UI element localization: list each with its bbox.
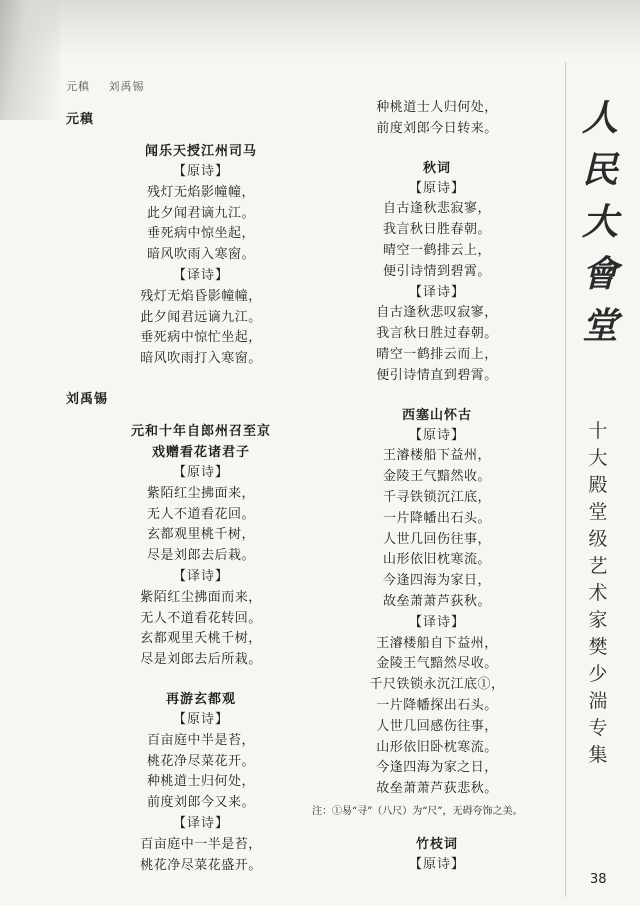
subtitle-char: 少 <box>588 663 608 685</box>
poem-line: 山形依旧枕寒流。 <box>382 552 491 568</box>
poem-line: 故垒萧萧芦荻悲秋。 <box>376 781 498 797</box>
poem-line: 尽是刘郎去后栽。 <box>146 548 255 564</box>
translation-tag: 【译诗】 <box>172 267 229 283</box>
translation-tag: 【译诗】 <box>172 815 229 831</box>
poem-title: 闻乐天授江州司马 <box>144 144 257 159</box>
calligraphy-char: 民 <box>581 149 618 191</box>
subtitle-char: 十 <box>588 420 608 442</box>
poem-line: 此夕闻君远谪九江。 <box>140 309 262 325</box>
translation-tag: 【译诗】 <box>408 284 465 300</box>
calligraphy-char: 大 <box>581 201 618 243</box>
original-tag: 【原诗】 <box>172 711 229 727</box>
poem-title-line-2: 戏赠看花诸君子 <box>151 444 250 460</box>
author-heading: 刘禹锡 <box>66 391 109 407</box>
poem-line: 暗风吹雨入寒窗。 <box>146 247 255 263</box>
poem-line: 一片降幡探出石头。 <box>376 697 498 713</box>
original-tag: 【原诗】 <box>408 180 465 196</box>
subtitle-char: 湍 <box>588 690 608 712</box>
poem-line: 垂死病中惊忙坐起， <box>140 330 262 346</box>
poem-line: 百亩庭中一半是苔， <box>140 836 262 852</box>
poem-line: 紫陌红尘拂面来， <box>146 485 255 501</box>
poem-line: 桃花净尽菜花盛开。 <box>140 857 262 873</box>
poem-line: 暗风吹雨打入寒窗。 <box>140 351 262 367</box>
subtitle-char: 堂 <box>588 501 608 523</box>
poem-line: 金陵王气黯然尽收。 <box>376 656 498 672</box>
poem-line: 自古逢秋悲寂寥， <box>382 201 491 217</box>
running-head <box>66 78 159 94</box>
original-tag: 【原诗】 <box>172 464 229 480</box>
calligraphy-char: 會 <box>581 253 618 295</box>
subtitle-char: 殿 <box>588 474 608 496</box>
poem-title: 西塞山怀古 <box>401 407 472 423</box>
subtitle-char: 大 <box>588 447 608 469</box>
poem-line: 玄都观里夭桃千树， <box>140 631 262 647</box>
poem-line: 金陵王气黯然收。 <box>382 469 491 485</box>
poem-line: 残灯无焰昏影幢幢， <box>140 288 262 304</box>
translation-tag: 【译诗】 <box>172 568 229 584</box>
poem-line: 前度刘郎今又来。 <box>146 795 255 811</box>
poem-line: 王濬楼船下益州， <box>382 448 491 464</box>
poem-line: 紫陌红尘拂面而来， <box>140 589 262 605</box>
page-number: 38 <box>590 872 607 887</box>
poem-line: 我言秋日胜过春朝。 <box>376 326 498 342</box>
poem-line: 晴空一鹤排云而上， <box>376 346 498 362</box>
side-subtitle <box>583 418 613 769</box>
poem-block <box>312 405 562 800</box>
original-tag: 【原诗】 <box>408 427 465 443</box>
poem-title: 再游玄都观 <box>165 691 236 707</box>
poem-title: 秋词 <box>422 160 451 176</box>
poem-block <box>312 834 562 876</box>
running-head-author-1: 元稹 <box>66 80 90 93</box>
translation-tag: 【译诗】 <box>408 614 465 630</box>
subtitle-char: 术 <box>588 582 608 604</box>
poem-line: 无人不道看花转回。 <box>140 610 262 626</box>
poem-line: 晴空一鹤排云上， <box>382 242 491 258</box>
poem-line: 种桃道士人归何处， <box>376 100 498 115</box>
subtitle-char: 专 <box>588 717 608 739</box>
poem-block <box>66 141 336 370</box>
poem-line: 千尺铁锁永沉江底①， <box>369 677 505 693</box>
scan-shadow-edge <box>0 0 640 60</box>
calligraphy-char: 堂 <box>581 305 618 347</box>
poem-line: 我言秋日胜春朝。 <box>382 222 491 238</box>
poem-title: 竹枝词 <box>415 836 458 852</box>
author-heading: 元稹 <box>66 112 95 127</box>
poem-line: 千寻铁锁沉江底， <box>382 489 491 505</box>
poem-line: 残灯无焰影幢幢， <box>146 184 255 200</box>
poem-line: 人世几回感伤往事， <box>376 718 498 734</box>
poem-line: 自古逢秋悲叹寂寥， <box>376 305 498 321</box>
right-column <box>312 98 562 894</box>
footnote: 注：①易“寻”（八尺）为“尺”，无碍夸饰之美。 <box>312 805 523 817</box>
poem-line: 前度刘郎今日转来。 <box>376 120 498 136</box>
subtitle-char: 集 <box>588 744 608 766</box>
margin-divider <box>565 62 566 897</box>
subtitle-char: 樊 <box>588 636 608 658</box>
calligraphy-char: 人 <box>581 97 618 139</box>
poem-line: 便引诗情直到碧霄。 <box>376 367 498 383</box>
poem-block <box>66 689 336 876</box>
poem-line: 一片降幡出石头。 <box>382 510 491 526</box>
subtitle-char: 艺 <box>588 555 608 577</box>
poem-line: 百亩庭中半是苔， <box>146 732 255 748</box>
scan-shadow-corner <box>0 0 60 120</box>
poem-line: 种桃道士归何处， <box>146 774 255 790</box>
poem-line: 尽是刘郎去后所栽。 <box>140 652 262 668</box>
original-tag: 【原诗】 <box>408 856 465 872</box>
poem-line: 桃花净尽菜花开。 <box>146 753 255 769</box>
poem-line: 山形依旧卧枕寒流。 <box>376 739 498 755</box>
poem-line: 今逢四海为家日， <box>382 573 491 589</box>
poem-line: 故垒萧萧芦荻秋。 <box>382 593 491 609</box>
poem-line: 便引诗情到碧霄。 <box>382 263 491 279</box>
poem-line: 人世几回伤往事， <box>382 531 491 547</box>
poem-title-line-1: 元和十年自郎州召至京 <box>130 423 271 439</box>
poem-continuation <box>312 98 562 140</box>
poem-block <box>66 421 336 671</box>
left-column <box>66 100 336 894</box>
poem-line: 今逢四海为家之日， <box>376 760 498 776</box>
poem-line: 无人不道看花回。 <box>146 506 255 522</box>
running-head-author-2: 刘禹锡 <box>108 80 145 93</box>
poem-block <box>312 158 562 387</box>
poem-line: 王濬楼船自下益州， <box>376 635 498 651</box>
original-tag: 【原诗】 <box>172 164 229 179</box>
poem-line: 此夕闻君谪九江。 <box>146 205 255 221</box>
poem-line: 玄都观里桃千树， <box>146 527 255 543</box>
side-calligraphy-title <box>580 92 620 352</box>
poem-line: 垂死病中惊坐起， <box>146 226 255 242</box>
subtitle-char: 级 <box>588 528 608 550</box>
subtitle-char: 家 <box>588 609 608 631</box>
